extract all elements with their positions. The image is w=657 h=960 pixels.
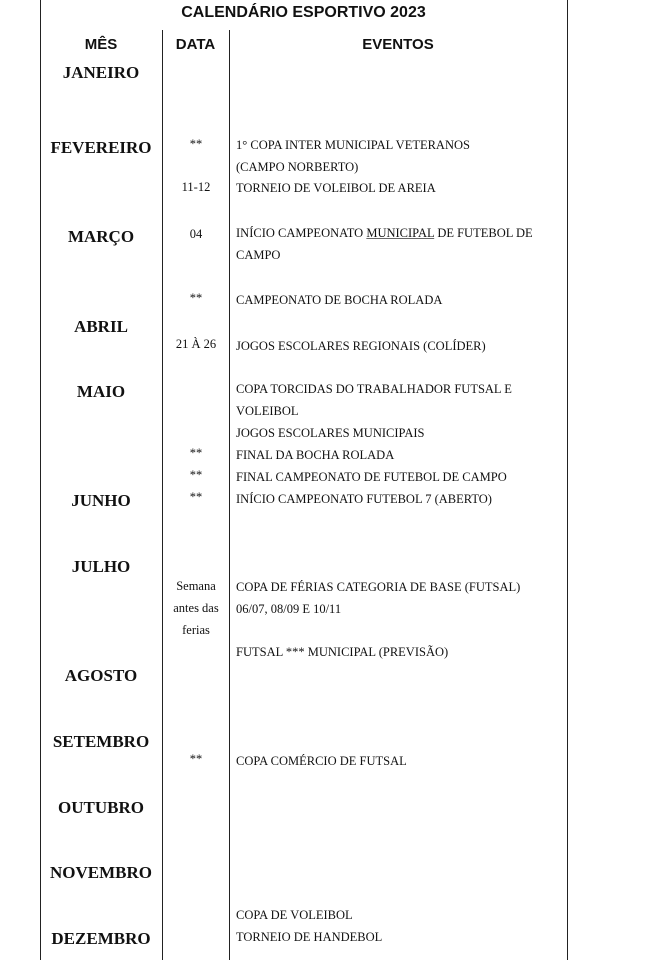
date-cell: ** (189, 137, 203, 151)
event-item: JOGOS ESCOLARES REGIONAIS (COLÍDER) (236, 339, 486, 353)
date-cell: 11-12 (181, 180, 211, 194)
date-cell: Semana (176, 579, 216, 593)
event-item: COPA DE VOLEIBOL (236, 908, 353, 922)
date-cell: ** (189, 291, 203, 305)
event-item: 06/07, 08/09 E 10/11 (236, 602, 342, 616)
column-divider-date-events (229, 30, 230, 960)
month-november: NOVEMBRO (50, 863, 152, 882)
event-item: VOLEIBOL (236, 404, 299, 418)
date-cell: ferias (182, 623, 210, 637)
event-item: CAMPO (236, 248, 281, 262)
event-item (236, 222, 562, 244)
date-cell: 04 (189, 227, 203, 241)
date-cell: ** (189, 752, 203, 766)
event-item: FUTSAL *** MUNICIPAL (PREVISÃO) (236, 645, 449, 659)
page-title: CALENDÁRIO ESPORTIVO 2023 (181, 4, 426, 21)
column-header-month: MÊS (84, 36, 118, 53)
event-item: TORNEIO DE HANDEBOL (236, 930, 383, 944)
month-february: FEVEREIRO (50, 138, 152, 157)
event-item: TORNEIO DE VOLEIBOL DE AREIA (236, 181, 436, 195)
month-august: AGOSTO (64, 666, 138, 685)
column-header-date: DATA (175, 36, 216, 53)
event-item: CAMPEONATO DE BOCHA ROLADA (236, 293, 443, 307)
event-item: COPA COMÉRCIO DE FUTSAL (236, 754, 407, 768)
date-cell: ** (189, 468, 203, 482)
event-text-underlined: MUNICIPAL (366, 226, 435, 240)
month-october: OUTUBRO (58, 798, 144, 817)
event-text: DE FUTEBOL DE (434, 226, 533, 240)
month-july: JULHO (71, 557, 131, 576)
month-march: MARÇO (67, 227, 135, 246)
table-border-right (567, 0, 568, 960)
date-cell: antes das (173, 601, 219, 615)
event-item: FINAL CAMPEONATO DE FUTEBOL DE CAMPO (236, 470, 507, 484)
event-item: (CAMPO NORBERTO) (236, 160, 359, 174)
date-cell: ** (189, 446, 203, 460)
month-may: MAIO (76, 382, 126, 401)
column-header-events: EVENTOS (362, 36, 434, 53)
month-september: SETEMBRO (52, 732, 150, 751)
month-january: JANEIRO (62, 63, 140, 82)
event-text: INÍCIO CAMPEONATO (236, 226, 367, 240)
month-april: ABRIL (74, 317, 128, 336)
event-item: COPA DE FÉRIAS CATEGORIA DE BASE (FUTSAL) (236, 580, 521, 594)
event-item: COPA TORCIDAS DO TRABALHADOR FUTSAL E (236, 382, 512, 396)
event-item: INÍCIO CAMPEONATO FUTEBOL 7 (ABERTO) (236, 492, 492, 506)
event-item: 1° COPA INTER MUNICIPAL VETERANOS (236, 138, 470, 152)
event-item: JOGOS ESCOLARES MUNICIPAIS (236, 426, 425, 440)
date-cell: 21 À 26 (175, 337, 217, 351)
month-december: DEZEMBRO (51, 929, 151, 948)
date-cell: ** (189, 490, 203, 504)
month-june: JUNHO (71, 491, 131, 510)
event-item: FINAL DA BOCHA ROLADA (236, 448, 395, 462)
